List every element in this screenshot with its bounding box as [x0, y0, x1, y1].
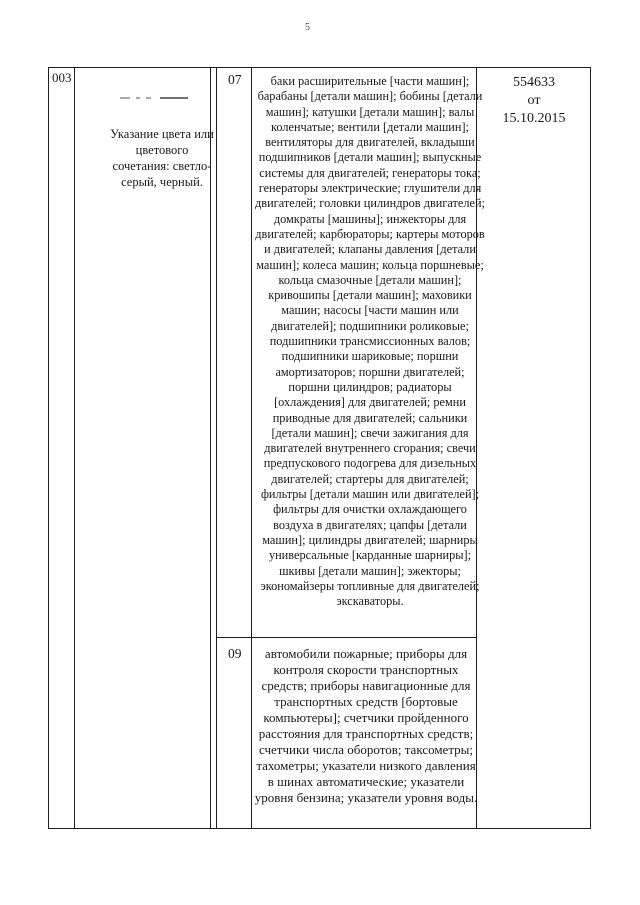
registration-date: 15.10.2015: [502, 111, 566, 126]
goods-list-class-09: автомобили пожарные; приборы для контроля скорости транспортных средств; приборы навигационные для транспортных средств [бортовые компьютеры]; счетчики пройденного расстояния для транспортных средств; счетчики числа оборотов; таксометры; тахометры; указатели низкого давления в шинах автоматические; указатели уровня бензина; указатели уровня воды.: [254, 646, 478, 805]
col-divider-3: [216, 67, 217, 829]
trademark-image: [120, 95, 190, 101]
page-number: 5: [305, 22, 310, 33]
table-bottom-border: [48, 828, 590, 829]
table-top-border: [48, 67, 590, 68]
table-right-border: [590, 67, 591, 829]
col-divider-4: [251, 67, 252, 829]
registration-number: 554633: [513, 75, 555, 90]
code-cell: 003: [52, 70, 72, 85]
registration-from: от: [527, 93, 541, 108]
class-number-07: 07: [228, 72, 242, 87]
registration-info: [480, 74, 588, 128]
table-left-border: [48, 67, 49, 829]
color-description: Указание цвета или цветового сочетания: светло-серый, черный.: [110, 127, 214, 189]
goods-list-class-07: баки расширительные [части машин]; барабаны [детали машин]; бобины [детали машин]; катушки [детали машин]; валы коленчатые; вентили [детали машин]; вентиляторы для двигателей, вкладыши подшипников [детали машин]; выпускные системы для двигателей; генераторы тока; генераторы электрические; глушители для двигателей; головки цилиндров двигателей; домкраты [машины]; инжекторы для двигателей; карбюраторы; картеры моторов и двигателей; клапаны давления [детали машин]; колеса машин; кольца поршневые; кольца смазочные [детали машин]; кривошипы [детали машин]; маховики машин; насосы [части машин или двигателей]; подшипники роликовые; подшипники трансмиссионных валов; подшипники шариковые; поршни амортизаторов; поршни двигателей; поршни цилиндров; радиаторы [охлаждения] для двигателей; ремни приводные для двигателей; сальники [детали машин]; свечи зажигания для двигателей внутреннего сгорания; свечи предпускового подогрева для дизельных двигателей; стартеры для двигателей; фильтры [детали машин или двигателей]; фильтры для очистки охлаждающего воздуха в двигателях; цапфы [детали машин]; цилиндры двигателей; шарниры универсальные [карданные шарниры]; шкивы [детали машин]; эжекторы; экономайзеры топливные для двигателей; экскаваторы.: [255, 74, 485, 609]
class-separator-line: [216, 637, 476, 638]
col-divider-1: [74, 67, 75, 829]
class-number-09: 09: [228, 646, 242, 661]
